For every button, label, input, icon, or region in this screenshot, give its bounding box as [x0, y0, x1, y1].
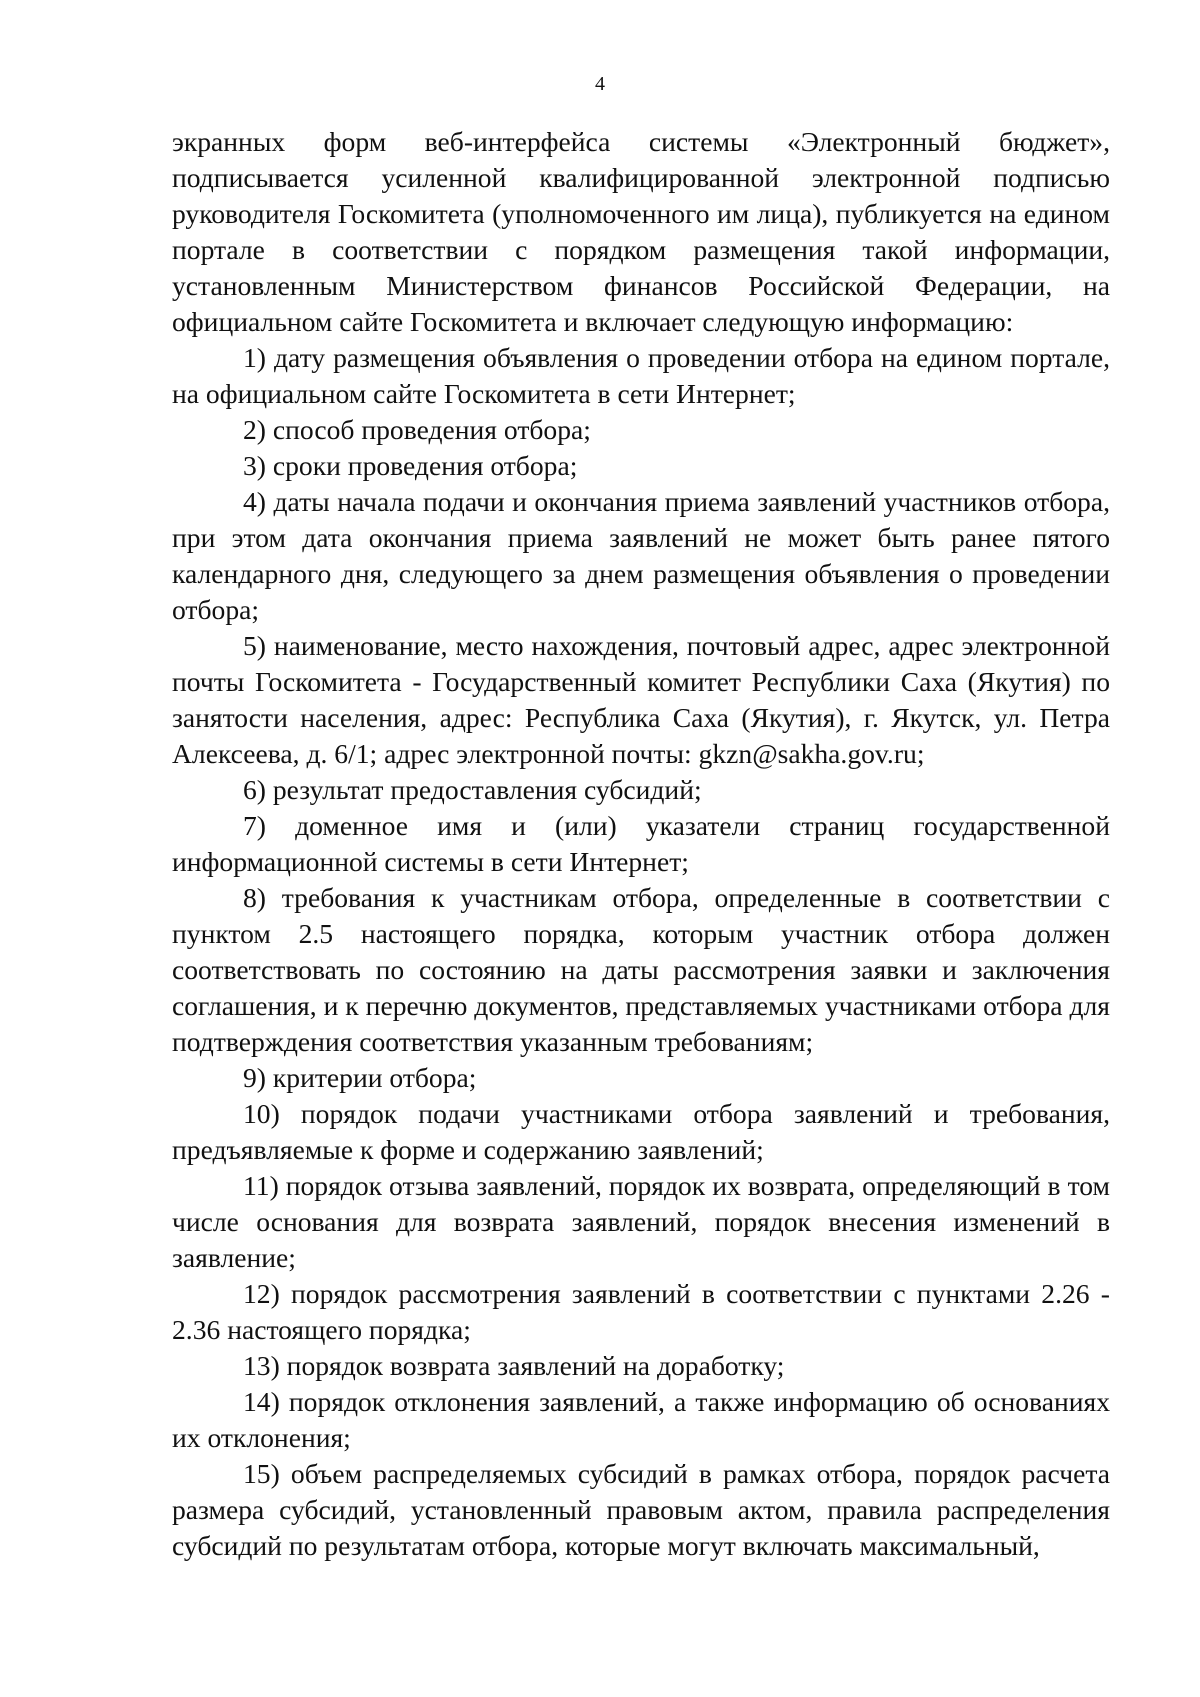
paragraph-intro: экранных форм веб-интерфейса системы «Электронный бюджет», подписывается усиленной квалифицированной электронной подписью руководителя Госкомитета (уполномоченного им лица), публикуется на едином портале в соответствии с порядком размещения такой информации, установленным Министерством финансов Российской Федерации, на официальном сайте Госкомитета и включает следующую информацию:: [172, 126, 1110, 337]
list-item-2: 2) способ проведения отбора;: [243, 414, 591, 445]
list-item-14: 14) порядок отклонения заявлений, а также информацию об основаниях их отклонения;: [172, 1386, 1110, 1453]
list-item-12: 12) порядок рассмотрения заявлений в соответствии с пунктами 2.26 - 2.36 настоящего порядка;: [172, 1278, 1110, 1345]
list-item-15: 15) объем распределяемых субсидий в рамках отбора, порядок расчета размера субсидий, установленный правовым актом, правила распределения субсидий по результатам отбора, которые могут включать максимальный,: [172, 1458, 1110, 1561]
list-item-1: 1) дату размещения объявления о проведении отбора на едином портале, на официальном сайте Госкомитета в сети Интернет;: [172, 342, 1110, 409]
list-item-10: 10) порядок подачи участниками отбора заявлений и требования, предъявляемые к форме и содержанию заявлений;: [172, 1098, 1110, 1165]
list-item-7: 7) доменное имя и (или) указатели страниц государственной информационной системы в сети Интернет;: [172, 810, 1110, 877]
list-item-4: 4) даты начала подачи и окончания приема заявлений участников отбора, при этом дата окончания приема заявлений не может быть ранее пятого календарного дня, следующего за днем размещения объявления о проведении отбора;: [172, 486, 1110, 625]
list-item-3: 3) сроки проведения отбора;: [243, 450, 578, 481]
list-item-11: 11) порядок отзыва заявлений, порядок их возврата, определяющий в том числе основания для возврата заявлений, порядок внесения изменений в заявление;: [172, 1170, 1110, 1273]
list-item-6: 6) результат предоставления субсидий;: [243, 774, 702, 805]
list-item-13: 13) порядок возврата заявлений на доработку;: [243, 1350, 785, 1381]
list-item-5: 5) наименование, место нахождения, почтовый адрес, адрес электронной почты Госкомитета - Государственный комитет Республики Саха (Якутия) по занятости населения, адрес: Республика Саха (Якутия), г. Якутск, ул. Петра Алексеева, д. 6/1; адрес электронной почты: gkzn@sakha.gov.ru;: [172, 630, 1110, 769]
page-number: 4: [595, 73, 605, 95]
list-item-9: 9) критерии отбора;: [243, 1062, 477, 1093]
list-item-8: 8) требования к участникам отбора, определенные в соответствии с пунктом 2.5 настоящего порядка, которым участник отбора должен соответствовать по состоянию на даты рассмотрения заявки и заключения соглашения, и к перечню документов, представляемых участниками отбора для подтверждения соответствия указанным требованиям;: [172, 882, 1110, 1057]
document-body: [172, 124, 1110, 1564]
